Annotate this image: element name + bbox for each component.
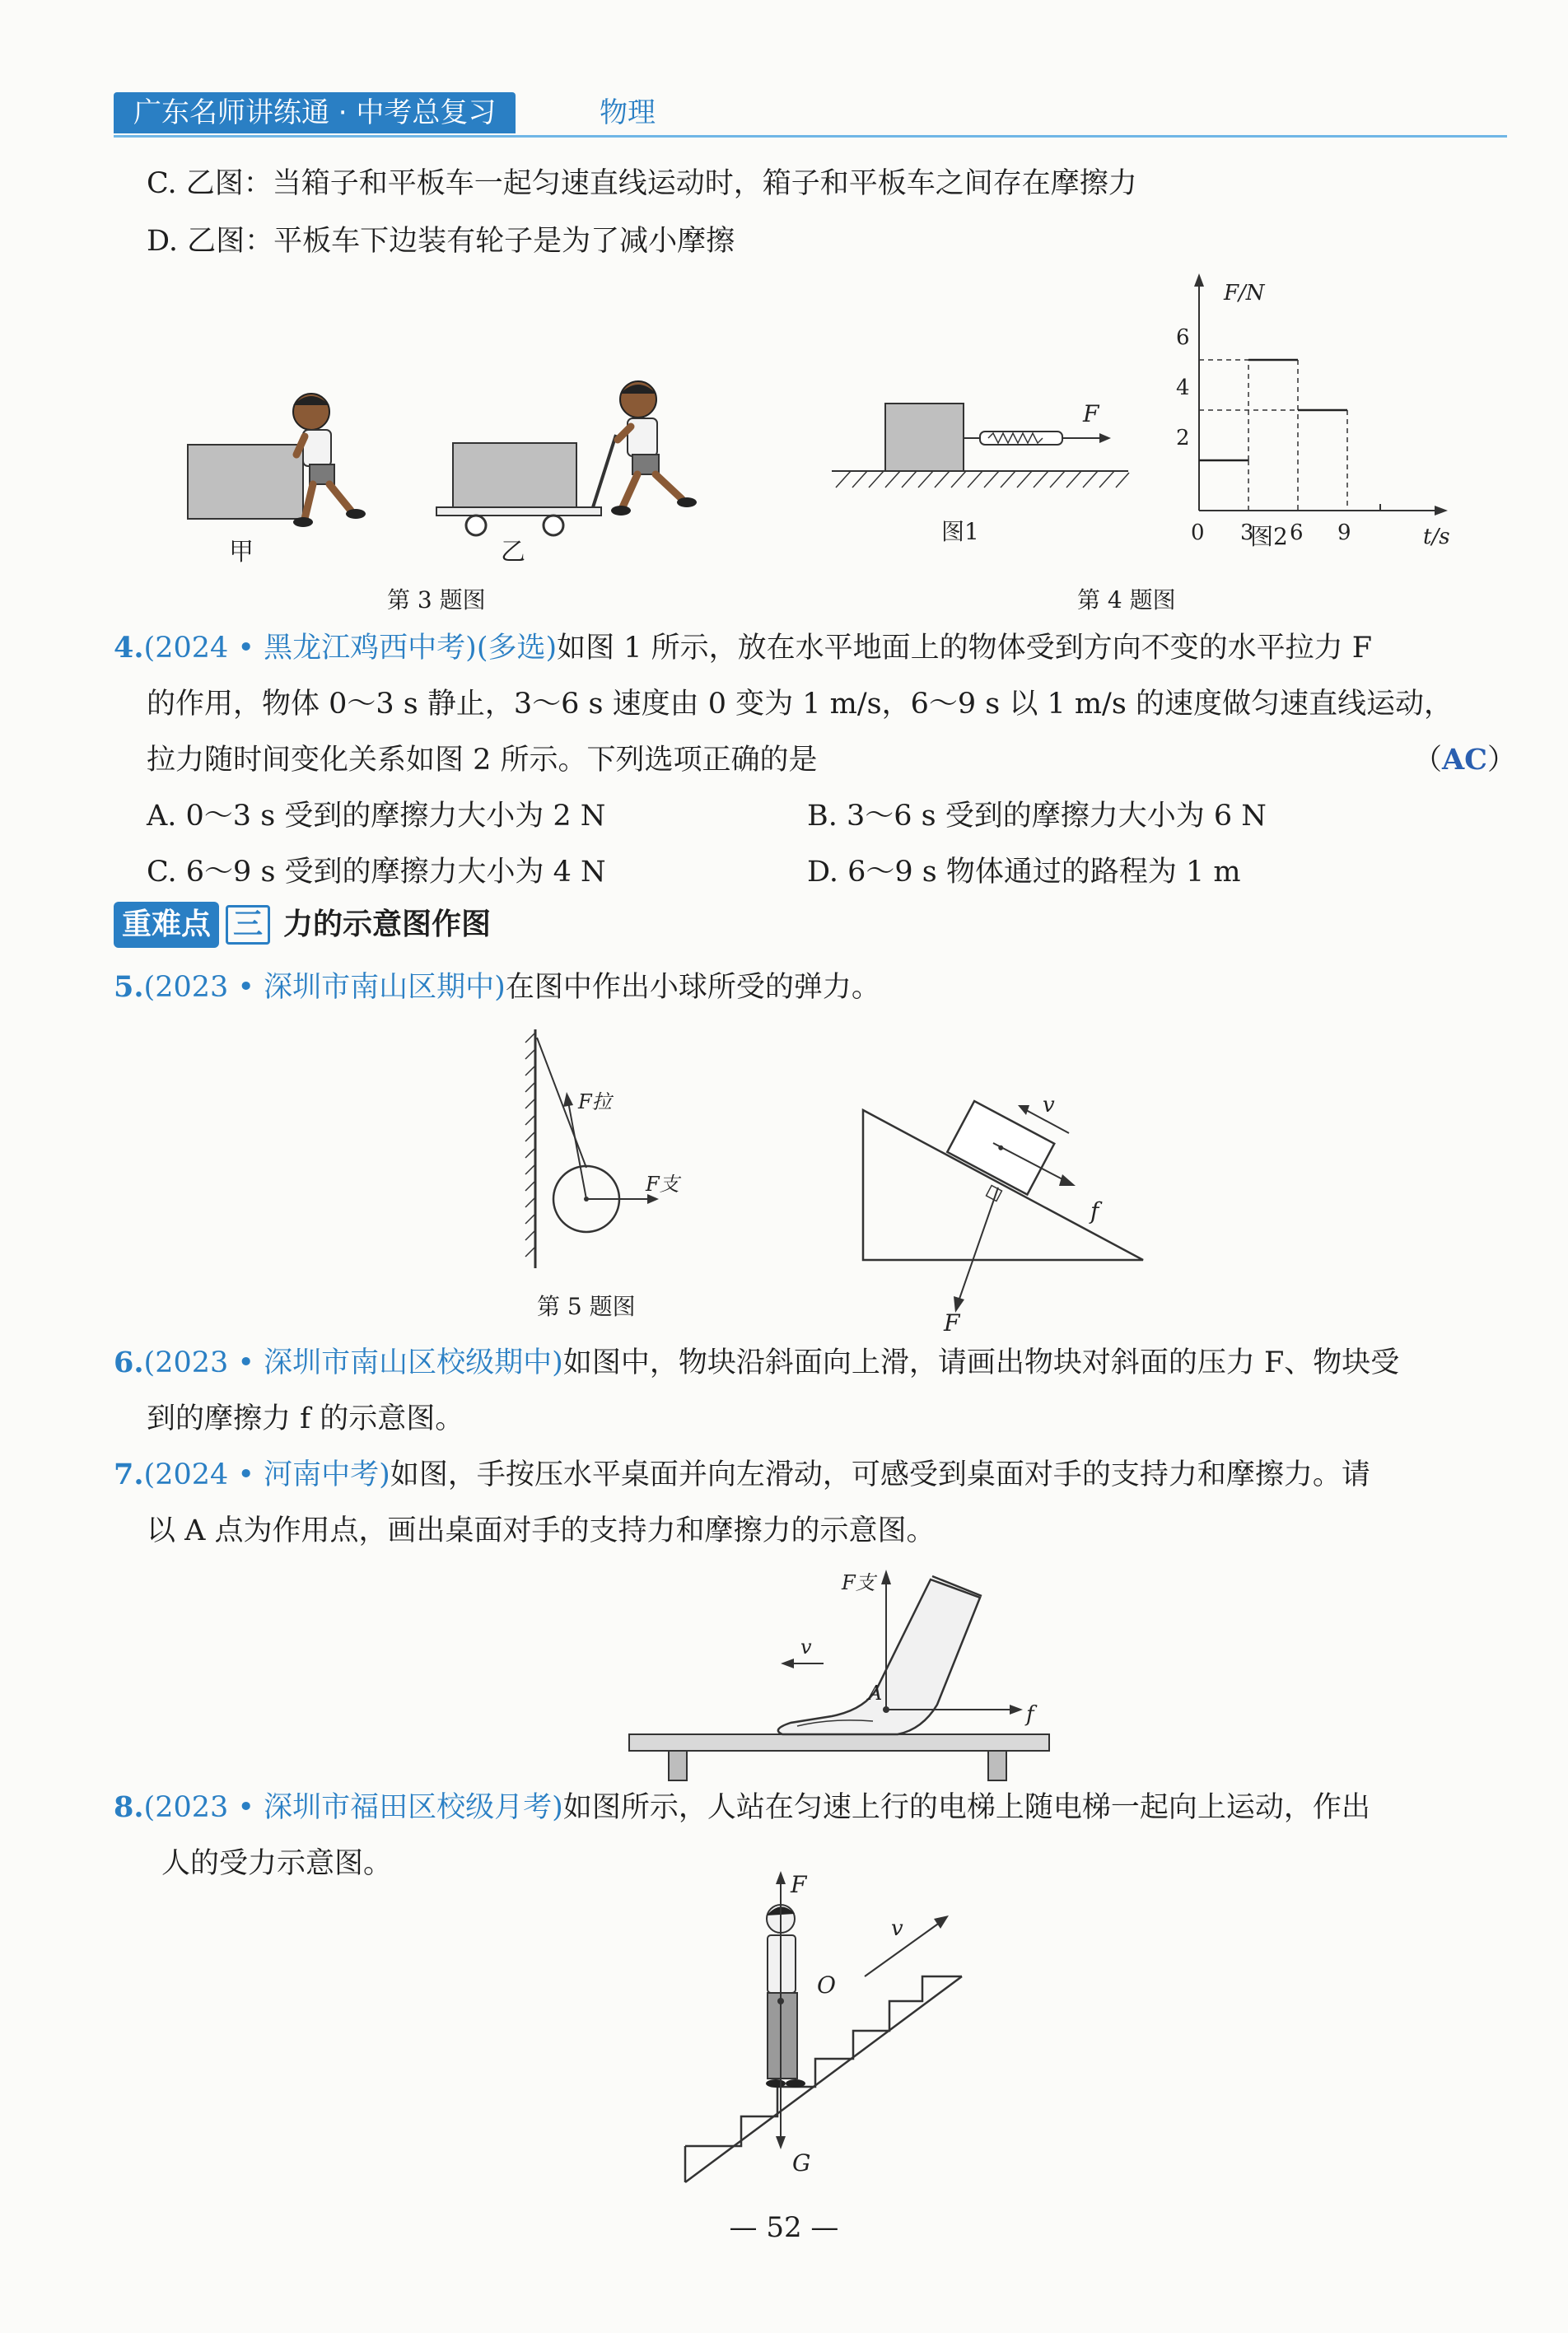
spring-scale: [964, 432, 1111, 445]
q4-line-2: 的作用，物体 0～3 s 静止，3～6 s 速度由 0 变为 1 m/s，6～9 s 以 1 m/s 的速度做匀速直线运动，: [147, 688, 1453, 721]
q8-label-v: v: [891, 1916, 903, 1941]
figure-7: [626, 1565, 1054, 1787]
ground-hatching: [836, 471, 1129, 488]
q8-text-1: 如图所示，人站在匀速上行的电梯上随电梯一起向上运动，作出: [562, 1791, 1370, 1824]
q4-line-1: [114, 628, 1372, 669]
person-icon: [766, 1905, 805, 2088]
q5-source: (2023 • 深圳市南山区期中): [143, 971, 506, 1004]
q4-text-1: 如图 1 所示，放在水平地面上的物体受到方向不变的水平拉力 F: [557, 632, 1373, 665]
figure-5: [511, 1029, 708, 1276]
q5-number: 5.: [114, 970, 144, 1004]
cart-wheel-left: [466, 516, 486, 535]
q4-option-c: C. 6～9 s 受到的摩擦力大小为 4 N: [147, 856, 606, 889]
wall-hatching: [525, 1033, 535, 1257]
q7-number: 7.: [114, 1458, 144, 1491]
q6-label-f: f: [1090, 1197, 1099, 1225]
q5-line: [114, 967, 880, 1008]
chart-x-tick-0: 0: [1191, 520, 1205, 545]
q8-source: (2023 • 深圳市福田区校级月考): [143, 1791, 563, 1824]
q4-option-a: A. 0～3 s 受到的摩擦力大小为 2 N: [147, 800, 606, 833]
q8-line-2: 人的受力示意图。: [161, 1847, 393, 1880]
figure-3-label-jia: 甲: [229, 538, 254, 567]
q8-label-O: O: [817, 1971, 836, 1999]
table-leg-left: [669, 1751, 687, 1780]
figure-3: [165, 362, 741, 576]
q5-text: 在图中作出小球所受的弹力。: [505, 971, 880, 1004]
q4-answer: AC: [1442, 743, 1488, 777]
figure-4-fig1-caption: 图1: [941, 518, 979, 545]
section-title: 力的示意图作图: [283, 908, 492, 941]
q7-label-f: f: [1026, 1702, 1034, 1727]
escalator-base: [685, 1976, 962, 2182]
figure-4-caption: 第 4 题图: [1077, 586, 1176, 614]
q7-label-a: A: [868, 1682, 883, 1705]
figure-8: [675, 1869, 980, 2199]
tension-arrow: [568, 1102, 586, 1199]
q8-label-G: G: [792, 2149, 811, 2177]
q4-number: 4.: [114, 631, 144, 665]
q5-label-f-pull: F拉: [578, 1090, 612, 1113]
q4-answer-bracket: [1413, 740, 1516, 781]
figure-5-caption: 第 5 题图: [537, 1293, 636, 1320]
q7-source: (2024 • 河南中考): [143, 1458, 390, 1491]
q8-line-1: [114, 1787, 1370, 1828]
q6-label-v: v: [1043, 1093, 1055, 1118]
block: [885, 404, 964, 471]
section-badge: 重难点: [114, 902, 219, 948]
q4-option-d: D. 6～9 s 物体通过的路程为 1 m: [807, 856, 1241, 889]
boy-pushing-cart-icon: [611, 381, 697, 516]
chart-y-tick-2: 2: [1176, 426, 1190, 450]
q4-source: (2024 • 黑龙江鸡西中考)(多选): [143, 632, 558, 665]
box-yi: [453, 443, 576, 507]
page-header: [114, 92, 1507, 138]
q3-option-d: D. 乙图：平板车下边装有轮子是为了减小摩擦: [147, 225, 735, 258]
q6-line-2: 到的摩擦力 f 的示意图。: [147, 1402, 464, 1435]
figure-4-fig2-caption: 图2: [1250, 523, 1288, 550]
book-series-title: 广东名师讲练通 · 中考总复习: [114, 92, 516, 133]
q4-option-b: B. 3～6 s 受到的摩擦力大小为 6 N: [807, 800, 1267, 833]
chart-y-axis-label: F/N: [1224, 281, 1265, 306]
chart-x-tick-6: 6: [1290, 520, 1304, 545]
escalator-steps: [685, 1976, 962, 2146]
chart-x-tick-9: 9: [1337, 520, 1351, 545]
boy-pushing-box-icon: [293, 394, 366, 527]
q5-label-f-support: F支: [646, 1173, 679, 1196]
q6-line-1: [114, 1342, 1399, 1383]
figure-3-label-yi: 乙: [501, 538, 525, 567]
chart-y-tick-4: 4: [1176, 376, 1190, 400]
figure-4-force-label: F: [1083, 400, 1099, 427]
page-number: — 52 —: [729, 2211, 839, 2244]
subject-label: 物理: [600, 96, 656, 129]
q4-paren-close: ）: [1487, 744, 1517, 777]
pressure-arrow: [959, 1187, 998, 1301]
q6-source: (2023 • 深圳市南山区校级期中): [143, 1346, 563, 1379]
table-leg-right: [988, 1751, 1006, 1780]
q7-label-v: v: [800, 1635, 812, 1659]
q7-line-1: [114, 1454, 1370, 1495]
chart-y-axis-arrow: [1194, 273, 1204, 287]
cart-platform: [436, 507, 601, 516]
q8-label-F: F: [791, 1871, 807, 1898]
chart-x-tick-3: 3: [1240, 520, 1254, 545]
header-divider: [114, 135, 1507, 138]
q7-label-f-support: F支: [842, 1571, 875, 1594]
table-top: [629, 1734, 1049, 1751]
cart-wheel-right: [544, 516, 563, 535]
section-number: 三: [226, 905, 270, 945]
q6-number: 6.: [114, 1346, 144, 1379]
section-heading: [114, 902, 491, 948]
chart-x-axis-arrow: [1435, 506, 1448, 516]
figure-4-chart: [1161, 272, 1449, 560]
chart-x-axis-label: t/s: [1423, 525, 1450, 549]
figure-4-fig1: [828, 387, 1141, 552]
figure-3-caption: 第 3 题图: [387, 586, 486, 614]
q8-number: 8.: [114, 1790, 144, 1824]
q4-line-3: 拉力随时间变化关系如图 2 所示。下列选项正确的是: [147, 744, 818, 777]
q6-text-1: 如图中，物块沿斜面向上滑，请画出物块对斜面的压力 F、物块受: [562, 1346, 1400, 1379]
box-jia: [188, 445, 303, 519]
q3-option-c: C. 乙图：当箱子和平板车一起匀速直线运动时，箱子和平板车之间存在摩擦力: [147, 167, 1137, 200]
q6-label-F: F: [944, 1309, 960, 1337]
figure-6: [856, 1093, 1153, 1337]
q4-paren-open: （: [1413, 744, 1443, 777]
q7-line-2: 以 A 点为作用点，画出桌面对手的支持力和摩擦力的示意图。: [147, 1514, 936, 1547]
chart-y-tick-6: 6: [1176, 325, 1190, 350]
q7-text-1: 如图，手按压水平桌面并向左滑动，可感受到桌面对手的支持力和摩擦力。请: [390, 1458, 1370, 1491]
